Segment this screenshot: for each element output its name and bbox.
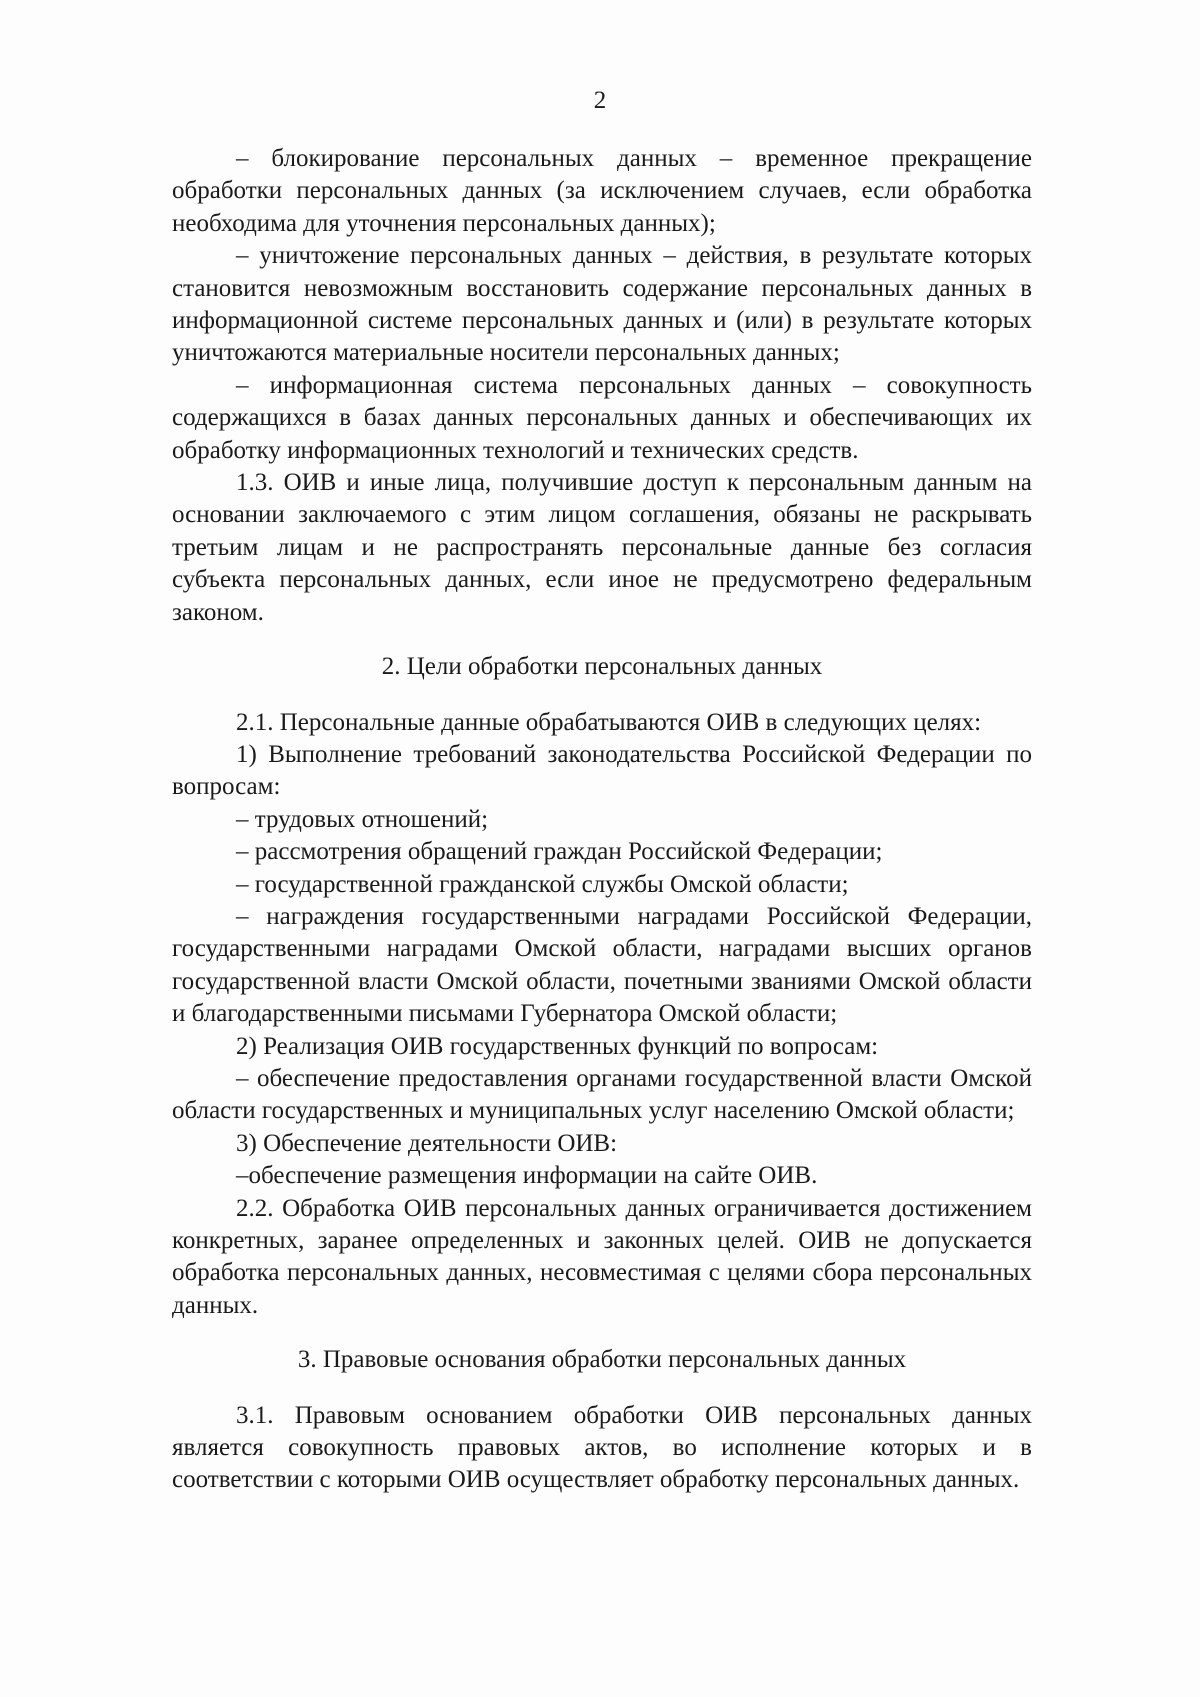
paragraph-2-2: 2.2. Обработка ОИВ персональных данных ограничивается достижением конкретных, заранее определенных и законных целей. ОИВ не допускается обработка персональных данных, несовместимая с целями сбора персональных данных. bbox=[172, 1194, 1032, 1319]
list-item-citizen-appeals: – рассмотрения обращений граждан Российской Федерации; bbox=[236, 838, 883, 866]
paragraph-goal-1: 1) Выполнение требований законодательства Российской Федерации по вопросам: bbox=[172, 740, 1032, 801]
page-number: 2 bbox=[593, 87, 607, 114]
paragraph-goal-2: 2) Реализация ОИВ государственных функций по вопросам: bbox=[236, 1032, 879, 1060]
paragraph-1-3: 1.3. ОИВ и иные лица, получившие доступ к персональным данным на основании заключаемого с этим лицом соглашения, обязаны не раскрывать третьим лицам и не распространять персональные данные без согласия субъекта персональных данных, если иное не предусмотрено федеральным законом. bbox=[172, 469, 1032, 626]
list-item-public-services: – обеспечение предоставления органами государственной власти Омской области государственных и муниципальных услуг населению Омской области; bbox=[172, 1064, 1032, 1125]
section-3-heading: 3. Правовые основания обработки персональных данных bbox=[297, 1346, 907, 1374]
paragraph-goal-3: 3) Обеспечение деятельности ОИВ: bbox=[236, 1129, 618, 1157]
paragraph-information-system-definition: – информационная система персональных данных – совокупность содержащихся в базах данных персональных данных и обеспечивающих их обработку информационных технологий и технических средств. bbox=[172, 371, 1032, 464]
list-item-civil-service: – государственной гражданской службы Омской области; bbox=[236, 870, 849, 898]
list-item-awards: – награждения государственными наградами Российской Федерации, государственными наградами Омской области, наградами высших органов государственной власти Омской области, почетными званиями Омской области и благодарственными письмами Губернатора Омской области; bbox=[172, 902, 1032, 1028]
document-body bbox=[172, 143, 1032, 1497]
paragraph-blocking-definition: – блокирование персональных данных – временное прекращение обработки персональных данных (за исключением случаев, если обработка необходима для уточнения персональных данных); bbox=[172, 145, 1032, 237]
paragraph-destruction-definition: – уничтожение персональных данных – действия, в результате которых становится невозможным восстановить содержание персональных данных в информационной системе персональных данных и (или) в результате которых уничтожаются материальные носители персональных данных; bbox=[172, 242, 1032, 367]
list-item-website-info: –обеспечение размещения информации на сайте ОИВ. bbox=[236, 1162, 818, 1190]
paragraph-2-1: 2.1. Персональные данные обрабатываются ОИВ в следующих целях: bbox=[236, 708, 982, 736]
paragraph-3-1: 3.1. Правовым основанием обработки ОИВ персональных данных является совокупность правовых актов, во исполнение которых и в соответствии с которыми ОИВ осуществляет обработку персональных данных. bbox=[172, 1401, 1032, 1494]
list-item-labor-relations: – трудовых отношений; bbox=[236, 805, 489, 833]
section-2-heading: 2. Цели обработки персональных данных bbox=[381, 653, 823, 681]
